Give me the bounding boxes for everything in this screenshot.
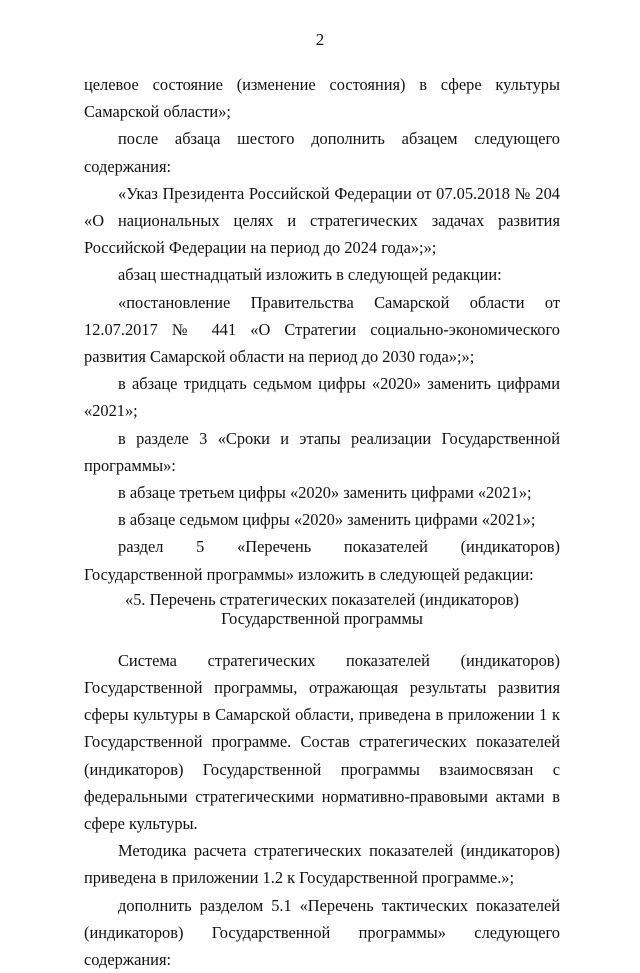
document-body [84, 71, 560, 973]
paragraph: раздел 5 «Перечень показателей (индикаторов) Государственной программы» изложить в следующей редакции: [84, 537, 560, 584]
paragraph: после абзаца шестого дополнить абзацем следующего содержания: [84, 129, 560, 176]
paragraph: Система стратегических показателей (индикаторов) Государственной программы, отражающая результаты развития сферы культуры в Самарской области, приведена в приложении 1 к Государственной программе. Состав стратегических показателей (индикаторов) Государственной программы взаимосвязан с федеральными стратегическими нормативно-правовыми актами в сфере культуры. [84, 650, 560, 834]
paragraph: абзац шестнадцатый изложить в следующей редакции: [118, 265, 502, 285]
paragraph: «постановление Правительства Самарской области от 12.07.2017 № 441 «О Стратегии социально-экономического развития Самарской области на период до 2030 года»;»; [84, 292, 560, 367]
paragraph: целевое состояние (изменение состояния) в сфере культуры Самарской области»; [84, 75, 560, 122]
paragraph: в абзаце третьем цифры «2020» заменить цифрами «2021»; [118, 483, 532, 503]
paragraph: в абзаце седьмом цифры «2020» заменить цифрами «2021»; [118, 510, 536, 530]
section-heading [84, 588, 560, 647]
section-heading-line: «5. Перечень стратегических показателей (индикаторов) [125, 589, 519, 609]
paragraph: в разделе 3 «Сроки и этапы реализации Государственной программы»: [84, 428, 560, 475]
paragraph: «Указ Президента Российской Федерации от 07.05.2018 № 204 «О национальных целях и стратегических задачах развития Российской Федерации на период до 2024 года»;»; [84, 183, 560, 258]
section-heading-line: Государственной программы [221, 608, 423, 628]
paragraph: дополнить разделом 5.1 «Перечень тактических показателей (индикаторов) Государственной программы» следующего содержания: [84, 895, 560, 970]
paragraph: в абзаце тридцать седьмом цифры «2020» заменить цифрами «2021»; [84, 374, 560, 421]
page-number: 2 [315, 30, 325, 49]
paragraph: Методика расчета стратегических показателей (индикаторов) приведена в приложении 1.2 к Государственной программе.»; [84, 841, 560, 888]
